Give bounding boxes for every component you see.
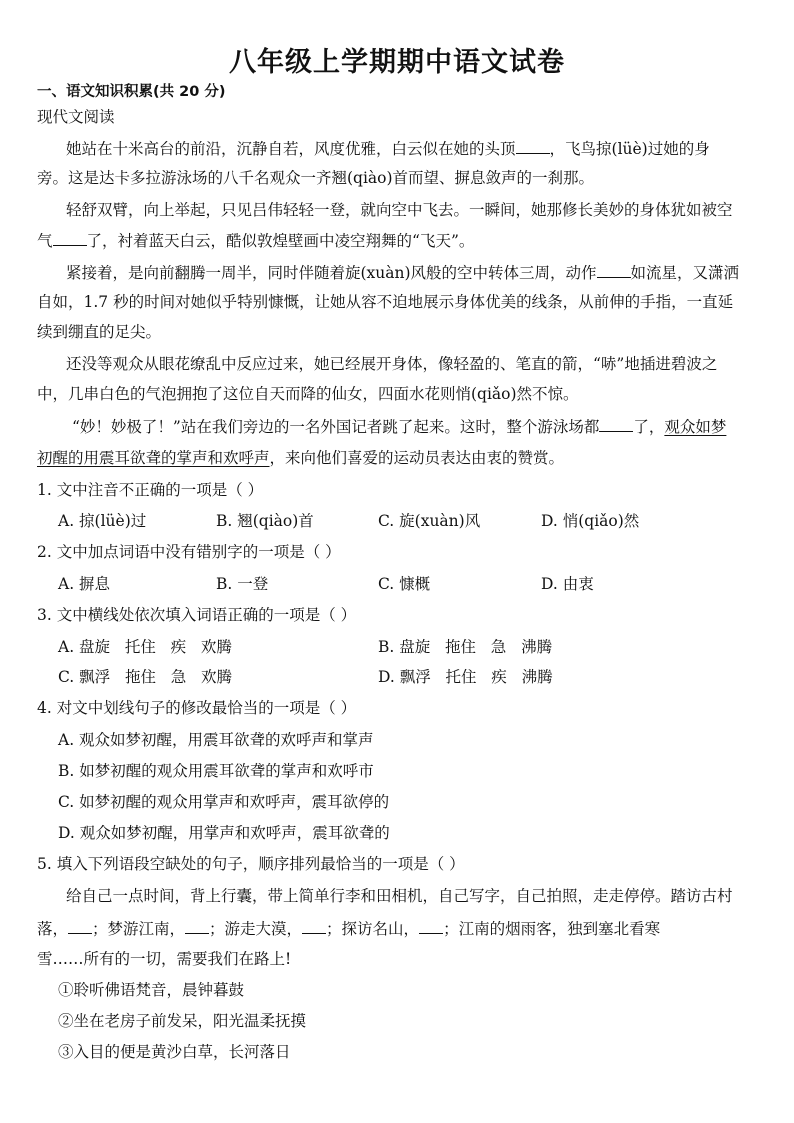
text: 了，衬着蓝天白云，酷似敦煌壁画中凌空翔舞的“飞天”。	[86, 232, 475, 250]
fill-blank	[53, 230, 87, 246]
option: C. 如梦初醒的观众用掌声和欢呼声，震耳欲停的	[58, 793, 390, 811]
list-item: ③入目的便是黄沙白草，长河落日	[58, 1043, 291, 1061]
text: 紧接着，是向前翻腾一周半，同时伴随着旋(xuàn)风般的空中转体三周，动作	[66, 264, 597, 282]
option: A. 观众如梦初醒，用震耳欲聋的欢呼声和掌声	[58, 731, 374, 749]
underlined-sentence: 观众如梦	[664, 418, 727, 436]
passage-line: 自如，1.7 秒的时间对她似乎特别慷慨，让她从容不迫地展示身体优美的线条，从前伸的手指，一直延	[37, 293, 734, 311]
passage-line: 轻舒双臂，向上举起，只见吕伟轻轻一登，就向空中飞去。一瞬间，她那修长美妙的身体犹如被空	[66, 201, 733, 219]
passage-line: 给自己一点时间，背上行囊，带上简单行李和田相机，自己写字，自己拍照，走走停停。踏访古村	[66, 887, 733, 905]
passage-line	[72, 416, 726, 437]
question-stem: 3. 文中横线处依次填入词语正确的一项是（ ）	[37, 606, 357, 624]
list-item: ②坐在老房子前发呆，阳光温柔抚摸	[58, 1012, 307, 1030]
list-item: ①聆听佛语梵音，晨钟暮鼓	[58, 981, 245, 999]
text: ；游走大漠，	[209, 920, 303, 938]
text: ，来向他们喜爱的运动员表达由衷的赞赏。	[269, 449, 565, 467]
option: C. 慷概	[378, 575, 431, 593]
question-stem: 2. 文中加点词语中没有错别字的一项是（ ）	[37, 543, 341, 561]
text: ，飞鸟掠(lüè)过她的身	[549, 140, 710, 158]
text: ；探访名山，	[326, 920, 420, 938]
passage-line: 旁。这是达卡多拉游泳场的八千名观众一齐翘(qiào)首而望、摒息敛声的一刹那。	[37, 169, 595, 187]
passage-line: 续到绷直的足尖。	[37, 323, 162, 341]
section-heading: 一、语文知识积累(共 20 分)	[37, 84, 226, 100]
text: 她站在十米高台的前沿，沉静自若，风度优雅，白云似在她的头顶	[66, 140, 516, 158]
text: 如流星，又潇洒	[630, 264, 740, 282]
option: D. 观众如梦初醒，用掌声和欢呼声，震耳欲聋的	[58, 824, 390, 842]
fill-blank	[516, 138, 550, 154]
passage-line: 还没等观众从眼花缭乱中反应过来，她已经展开身体，像轻盈的、笔直的箭，“哧”地插进碧波之	[66, 355, 718, 373]
question-stem: 5. 填入下列语段空缺处的句子，顺序排列最恰当的一项是（ ）	[37, 855, 465, 873]
page-title: 八年级上学期期中语文试卷	[229, 47, 565, 78]
option: B. 一登	[216, 575, 269, 593]
passage-line: 中，几串白色的气泡拥抱了这位自天而降的仙女，四面水花则悄(qiǎo)然不惊。	[37, 385, 579, 403]
option: B. 如梦初醒的观众用震耳欲聋的掌声和欢呼市	[58, 762, 374, 780]
option: C. 飘浮 拖住 急 欢腾	[58, 668, 233, 686]
option: D. 悄(qiǎo)然	[541, 512, 640, 530]
question-stem: 4. 对文中划线句子的修改最恰当的一项是（ ）	[37, 699, 357, 717]
reading-label: 现代文阅读	[37, 108, 115, 126]
text: 了，	[633, 418, 665, 436]
option: D. 飘浮 托住 疾 沸腾	[378, 668, 553, 686]
text: 落，	[37, 920, 69, 938]
passage-line	[66, 138, 710, 159]
passage-line: 雪……所有的一切，需要我们在路上!	[37, 950, 292, 968]
fill-blank	[185, 918, 209, 934]
passage-line	[37, 448, 564, 468]
option: B. 翘(qiào)首	[216, 512, 314, 530]
fill-blank	[68, 918, 92, 934]
underlined-sentence: 初醒的用震耳欲聋的掌声和欢呼声	[37, 449, 270, 467]
option: A. 盘旋 托住 疾 欢腾	[58, 638, 232, 656]
fill-blank	[599, 416, 633, 432]
passage-line	[37, 230, 474, 251]
text: ；江南的烟雨客，独到塞北看寒	[443, 920, 661, 938]
option: A. 掠(lüè)过	[58, 512, 147, 530]
fill-blank	[302, 918, 326, 934]
option: C. 旋(xuàn)风	[378, 512, 481, 530]
fill-blank	[419, 918, 443, 934]
text: “妙！妙极了！”站在我们旁边的一名外国记者跳了起来。这时，整个游泳场都	[72, 418, 600, 436]
option: A. 摒息	[58, 575, 111, 593]
question-stem: 1. 文中注音不正确的一项是（ ）	[37, 481, 264, 499]
passage-line	[37, 918, 660, 939]
option: D. 由衷	[541, 575, 594, 593]
text: 气	[37, 232, 53, 250]
passage-line	[66, 262, 739, 283]
option: B. 盘旋 拖住 急 沸腾	[378, 638, 553, 656]
text: ；梦游江南，	[92, 920, 186, 938]
fill-blank	[597, 262, 631, 278]
